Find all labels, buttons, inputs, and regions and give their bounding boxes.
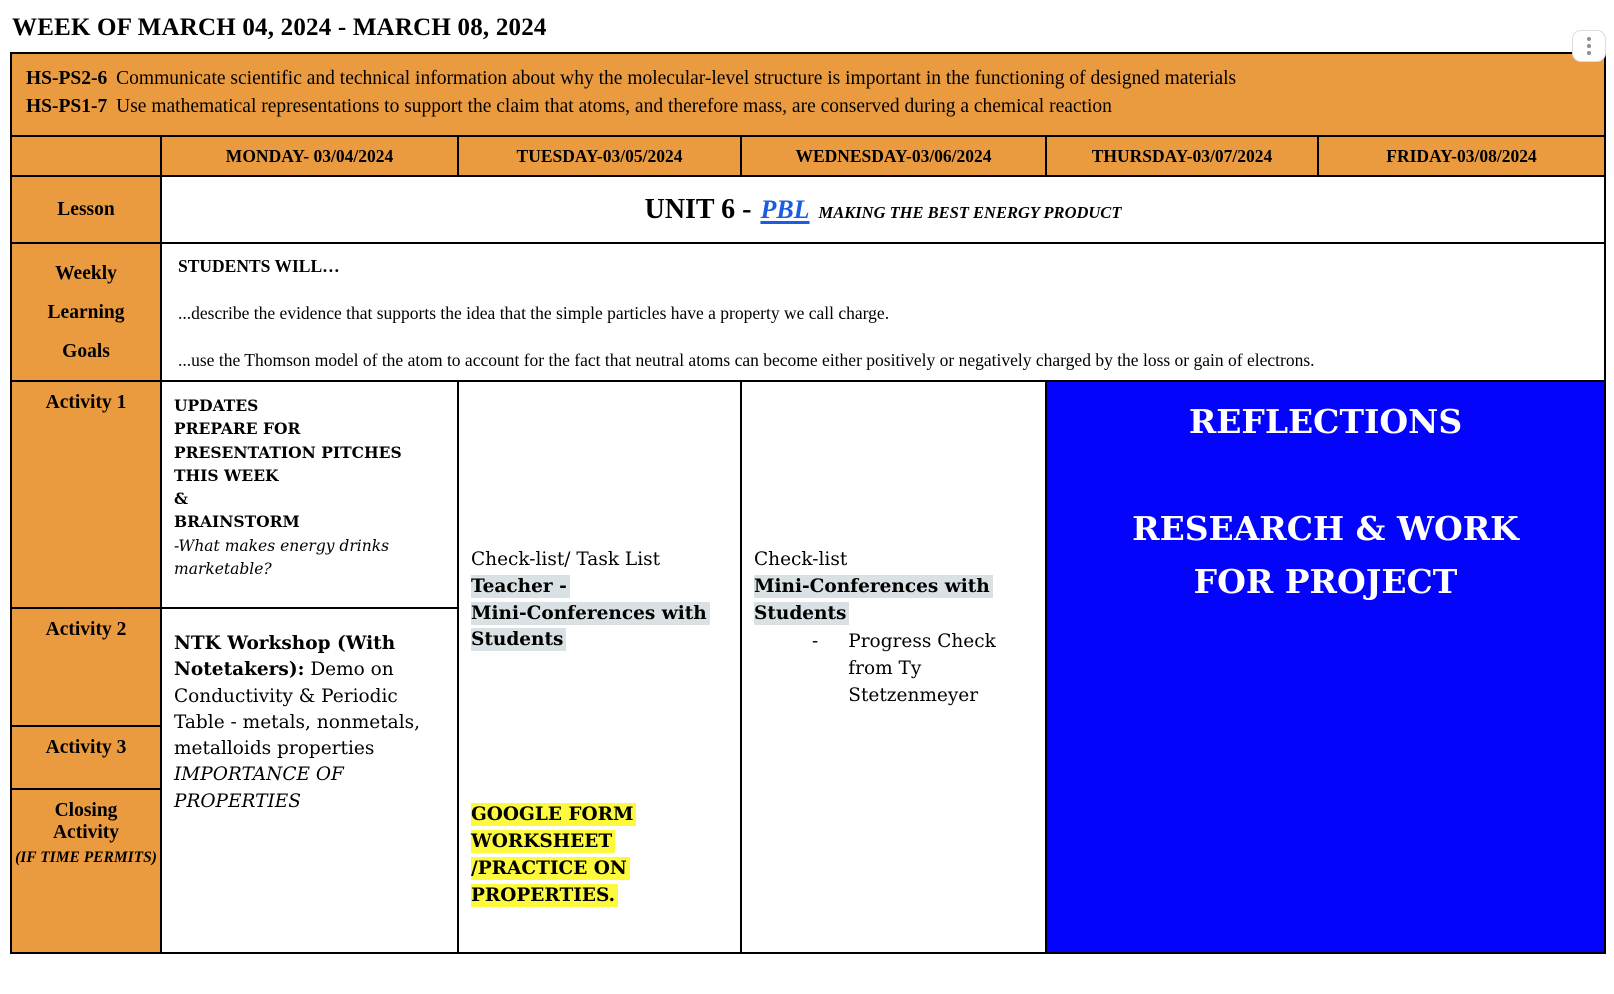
- wednesday-conference-note: [754, 574, 1033, 628]
- tuesday-conference-note: [471, 574, 728, 654]
- wednesday-intro: Check-list: [754, 549, 848, 570]
- row-label-activity-3: Activity 3: [12, 727, 160, 788]
- top-bar: [0, 0, 1614, 52]
- tuesday-highlight-line: Mini-Conferences with Students: [471, 602, 710, 652]
- workshop-description: Demo on Conductivity & Periodic Table - metals, nonmetals, metalloids properties: [174, 659, 420, 760]
- tuesday-intro: Check-list/ Task List: [471, 549, 661, 570]
- wednesday-highlight: Mini-Conferences with Students: [754, 575, 993, 625]
- goal-item: ...describe the evidence that supports the idea that the simple particles have a property we call charge.: [178, 303, 890, 323]
- workshop-emphasis: IMPORTANCE OF PROPERTIES: [174, 764, 344, 812]
- standard-text: Communicate scientific and technical information about why the molecular-level structure is important in the functioning of designed materials: [116, 68, 1237, 89]
- monday-activity1-line: PREPARE FOR: [174, 419, 301, 439]
- day-header-wednesday: WEDNESDAY-03/06/2024: [742, 137, 1045, 175]
- closing-label-line: Closing: [54, 800, 118, 821]
- monday-workshop-cell: [162, 609, 457, 952]
- standard-line: [26, 93, 1590, 121]
- row-label-weekly-goals: [12, 244, 160, 380]
- standard-code: HS-PS1-7: [26, 95, 108, 117]
- bullet-text: Progress Check from Ty Stetzenmeyer: [848, 631, 996, 707]
- tuesday-highlight-line: Teacher -: [471, 575, 570, 598]
- closing-label-line: Activity: [52, 822, 120, 843]
- thursday-friday-cell: [1047, 382, 1604, 952]
- vertical-dots-icon: [1587, 37, 1591, 41]
- goal-item: ...use the Thomson model of the atom to account for the fact that neutral atoms can become either positively or negatively charged by the loss or gain of electrons.: [178, 350, 1315, 370]
- goals-label-line: Goals: [62, 340, 110, 362]
- weekly-schedule-table: [10, 52, 1606, 954]
- standard-text: Use mathematical representations to support the claim that atoms, and therefore mass, are conserved during a chemical reaction: [116, 95, 1112, 117]
- row-label-activity-2: Activity 2: [12, 609, 160, 725]
- vertical-dots-icon: [1587, 44, 1591, 48]
- more-options-button[interactable]: [1572, 30, 1606, 62]
- day-header-thursday: THURSDAY-03/07/2024: [1047, 137, 1317, 175]
- lesson-title-cell: [162, 177, 1604, 242]
- goals-intro: STUDENTS WILL…: [178, 256, 340, 276]
- day-header-tuesday: TUESDAY-03/05/2024: [459, 137, 740, 175]
- row-label-closing-activity: [12, 790, 160, 952]
- unit-title: UNIT 6 -: [644, 193, 752, 225]
- goals-label-line: Learning: [47, 301, 125, 323]
- standard-line: [26, 65, 1590, 93]
- monday-activity1-line: &: [174, 489, 188, 508]
- monday-brainstorm-question: -What makes energy drinks marketable?: [174, 536, 390, 578]
- research-work-heading: RESEARCH & WORK FOR PROJECT: [1132, 509, 1519, 601]
- wednesday-cell: [742, 382, 1045, 952]
- row-label-lesson: Lesson: [12, 177, 160, 242]
- google-form-assignment: GOOGLE FORM WORKSHEET /PRACTICE ON PROPERTIES.: [471, 803, 636, 906]
- row-label-activity-1: Activity 1: [12, 382, 160, 607]
- page-title: WEEK OF MARCH 04, 2024 - MARCH 08, 2024: [12, 14, 547, 41]
- pbl-link[interactable]: PBL: [760, 194, 810, 224]
- day-header-monday: MONDAY- 03/04/2024: [162, 137, 457, 175]
- standards-banner: [12, 54, 1604, 135]
- monday-activity1-line: UPDATES: [174, 396, 259, 415]
- bullet-dash: -: [812, 631, 819, 653]
- monday-activity1-line: THIS WEEK: [174, 465, 279, 485]
- day-header-friday: FRIDAY-03/08/2024: [1319, 137, 1604, 175]
- weekly-goals-cell: [162, 244, 1604, 380]
- goals-label-line: Weekly: [55, 262, 117, 284]
- tuesday-assignment: [471, 802, 728, 909]
- workshop-title: NTK Workshop (With Notetakers):: [174, 633, 396, 681]
- vertical-dots-icon: [1587, 51, 1591, 55]
- wednesday-bullet-item: [812, 629, 1033, 709]
- tuesday-cell: [459, 382, 740, 952]
- monday-activity1-line: PRESENTATION PITCHES: [174, 442, 402, 462]
- corner-header-cell: [12, 137, 160, 175]
- monday-activity1-line: BRAINSTORM: [174, 512, 300, 532]
- closing-label-note: (IF TIME PERMITS): [15, 849, 157, 866]
- standard-code: HS-PS2-6: [26, 68, 108, 89]
- lesson-subtitle: MAKING THE BEST ENERGY PRODUCT: [818, 202, 1122, 222]
- monday-activity1-cell: [162, 382, 457, 607]
- reflections-heading: REFLECTIONS: [1188, 402, 1463, 441]
